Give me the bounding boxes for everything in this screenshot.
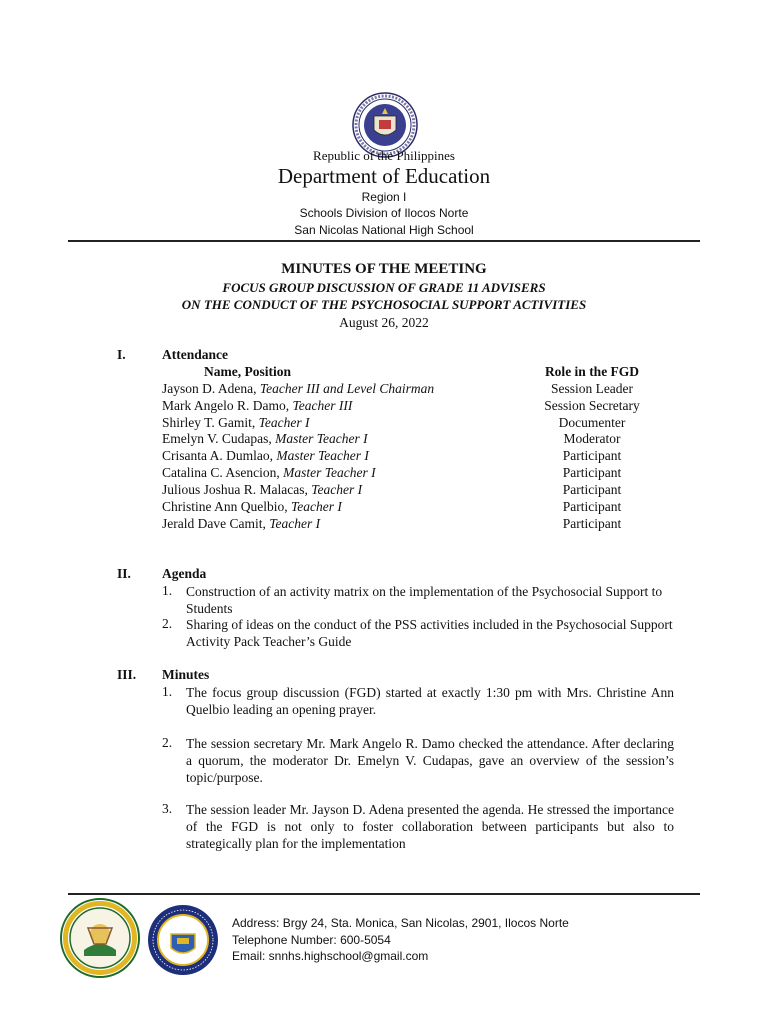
agenda-item-number: 1.: [162, 583, 173, 598]
minutes-item-text: The session secretary Mr. Mark Angelo R. Damo checked the attendance. After declaring a quorum, the moderator Dr. Emelyn V. Cudapas, gave an overview of the session’s topic/purpose.: [186, 736, 674, 785]
document-subtitle-1: FOCUS GROUP DISCUSSION OF GRADE 11 ADVISERS: [222, 280, 546, 295]
attendee-position: Master Teacher I: [276, 448, 369, 463]
attendee-role: Participant: [562, 516, 622, 531]
attendee-position: Teacher I: [291, 499, 342, 514]
division-line: Schools Division of Ilocos Norte: [299, 206, 469, 220]
attendee-role: Participant: [562, 499, 622, 514]
header-divider: [68, 240, 700, 242]
attendee-name: Catalina C. Asencion,: [162, 465, 284, 480]
attendee-position: Teacher I: [311, 482, 363, 497]
attendee-position: Teacher I: [269, 516, 321, 531]
attendance-row: [162, 465, 662, 482]
minutes-item-text: The session leader Mr. Jayson D. Adena presented the agenda. He stressed the importance of the FGD is not only to foster collaboration between participants but also to strategically plan for the implementation: [186, 802, 674, 851]
attendee-role: Session Leader: [550, 381, 634, 396]
footer-address: Address: Brgy 24, Sta. Monica, San Nicolas, 2901, Ilocos Norte: [232, 916, 569, 930]
attendance-row: [162, 448, 662, 465]
section-title-minutes: Minutes: [162, 667, 210, 682]
attendee-role: Moderator: [563, 431, 621, 446]
department-name: Department of Education: [277, 164, 491, 188]
minutes-item-text: The focus group discussion (FGD) started at exactly 1:30 pm with Mrs. Christine Ann Quelbio leading an opening prayer.: [186, 685, 674, 717]
section-title-attendance: Attendance: [162, 347, 228, 362]
footer-divider: [68, 893, 700, 895]
minutes-item-number: 3.: [162, 801, 173, 816]
school-line: San Nicolas National High School: [294, 223, 474, 237]
attendee-name: Shirley T. Gamit,: [162, 415, 259, 430]
attendee-name: Christine Ann Quelbio,: [162, 499, 291, 514]
attendance-row: [162, 482, 662, 499]
attendee-name: Jerald Dave Camit,: [162, 516, 270, 531]
section-title-agenda: Agenda: [162, 566, 207, 581]
attendance-row: [162, 398, 662, 415]
attendance-row: [162, 431, 662, 448]
attendee-position: Master Teacher I: [275, 431, 368, 446]
attendee-role: Participant: [562, 465, 622, 480]
section-number-agenda: II.: [117, 566, 131, 581]
attendee-name: Julious Joshua R. Malacas,: [162, 482, 312, 497]
attendee-role: Participant: [562, 448, 622, 463]
school-seal-logo: [147, 904, 219, 976]
region-line: Region I: [361, 190, 407, 204]
attendee-name: Emelyn V. Cudapas,: [162, 431, 276, 446]
deped-division-seal-logo: [60, 898, 140, 978]
attendee-role: Participant: [562, 482, 622, 497]
attendee-position: Teacher III and Level Chairman: [259, 381, 435, 396]
attendee-position: Master Teacher I: [283, 465, 376, 480]
agenda-item-number: 2.: [162, 616, 173, 631]
minutes-item-number: 2.: [162, 735, 173, 750]
attendee-name: Jayson D. Adena,: [162, 381, 260, 396]
attendance-row: [162, 381, 662, 398]
attendee-role: Session Secretary: [544, 398, 640, 413]
attendance-row: [162, 415, 662, 432]
attendee-role: Documenter: [558, 415, 626, 430]
agenda-item-text: Sharing of ideas on the conduct of the PSS activities included in the Psychosocial Support Activity Pack Teacher’s Guide: [186, 617, 673, 649]
document-subtitle-2: ON THE CONDUCT OF THE PSYCHOSOCIAL SUPPORT ACTIVITIES: [181, 297, 587, 312]
attendance-row: [162, 499, 662, 516]
attendance-row: [162, 516, 662, 533]
attendee-position: Teacher I: [258, 415, 310, 430]
attendance-col-role: Role in the FGD: [544, 364, 640, 379]
republic-line: Republic of the Philippines: [313, 148, 455, 163]
footer-email: Email: snnhs.highschool@gmail.com: [232, 949, 429, 963]
document-title: MINUTES OF THE MEETING: [281, 261, 487, 277]
attendee-position: Teacher III: [292, 398, 353, 413]
meeting-date: August 26, 2022: [339, 315, 429, 330]
footer-telephone: Telephone Number: 600-5054: [232, 933, 391, 947]
minutes-item-number: 1.: [162, 684, 173, 699]
attendee-name: Mark Angelo R. Damo,: [162, 398, 293, 413]
section-number-minutes: III.: [117, 667, 137, 682]
attendance-col-name: Name, Position: [204, 364, 291, 379]
attendee-name: Crisanta A. Dumlao,: [162, 448, 277, 463]
section-number-attendance: I.: [117, 347, 126, 362]
agenda-item-text: Construction of an activity matrix on the implementation of the Psychosocial Support to Students: [186, 584, 663, 616]
